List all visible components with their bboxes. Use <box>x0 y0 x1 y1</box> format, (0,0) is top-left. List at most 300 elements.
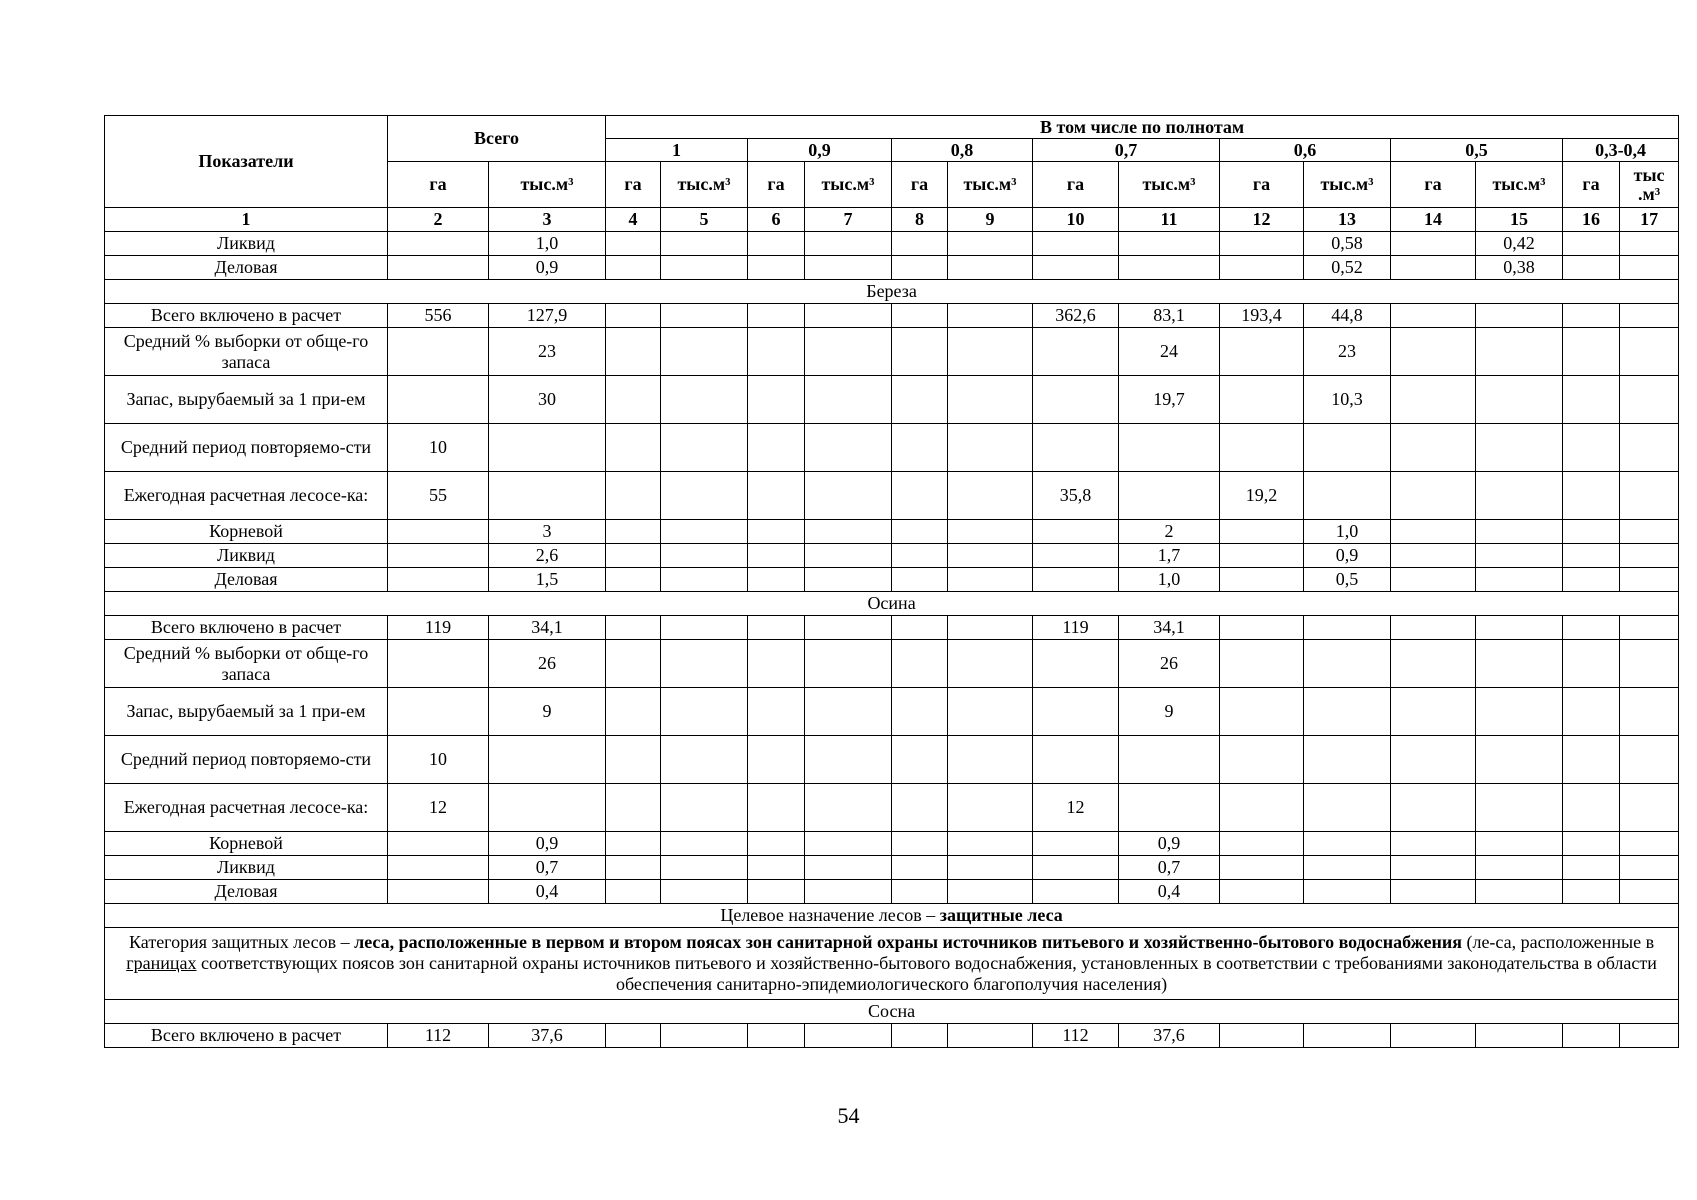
table-cell: 0,5 <box>1304 568 1391 592</box>
table-cell <box>661 688 748 736</box>
table-cell <box>1304 640 1391 688</box>
table-cell <box>606 880 661 904</box>
table-cell <box>606 568 661 592</box>
table-cell <box>1476 424 1563 472</box>
table-cell <box>1476 784 1563 832</box>
table-cell <box>489 784 606 832</box>
table-cell <box>892 232 948 256</box>
table-cell <box>661 856 748 880</box>
table-cell <box>1119 736 1220 784</box>
forest-table <box>104 115 1679 1048</box>
table-cell: 10 <box>388 424 489 472</box>
table-cell <box>1391 328 1476 376</box>
table-cell <box>661 784 748 832</box>
table-cell <box>661 424 748 472</box>
row-label: Средний период повторяемо-сти <box>105 736 388 784</box>
section-row <box>105 904 1679 928</box>
column-number: 2 <box>388 208 489 232</box>
table-cell <box>1563 1024 1620 1048</box>
table-cell: 10,3 <box>1304 376 1391 424</box>
table-row <box>105 856 1679 880</box>
table-cell <box>1620 688 1679 736</box>
table-cell <box>892 736 948 784</box>
table-cell <box>805 544 892 568</box>
species-section-title: Осина <box>105 592 1679 616</box>
table-cell <box>948 880 1033 904</box>
section-row <box>105 928 1679 1000</box>
table-cell <box>948 376 1033 424</box>
table-row <box>105 1024 1679 1048</box>
table-cell <box>948 328 1033 376</box>
table-cell: 37,6 <box>489 1024 606 1048</box>
row-label: Средний % выборки от обще-го запаса <box>105 328 388 376</box>
table-cell <box>489 736 606 784</box>
table-cell <box>661 616 748 640</box>
header-unit-ha: га <box>1563 162 1620 208</box>
table-cell: 83,1 <box>1119 304 1220 328</box>
header-density: 0,9 <box>748 139 892 162</box>
table-cell <box>388 376 489 424</box>
table-cell <box>748 232 805 256</box>
table-cell <box>661 544 748 568</box>
header-density: 0,6 <box>1220 139 1391 162</box>
table-cell <box>892 832 948 856</box>
table-cell: 19,7 <box>1119 376 1220 424</box>
table-cell <box>748 304 805 328</box>
table-cell <box>805 304 892 328</box>
table-cell <box>606 232 661 256</box>
table-cell <box>661 328 748 376</box>
table-cell <box>748 880 805 904</box>
header-unit-ha: га <box>388 162 489 208</box>
table-cell <box>1563 736 1620 784</box>
header-density: 1 <box>606 139 748 162</box>
table-cell <box>1476 616 1563 640</box>
table-cell <box>1220 328 1304 376</box>
table-cell <box>606 832 661 856</box>
table-cell <box>606 304 661 328</box>
table-cell <box>1476 328 1563 376</box>
table-cell <box>1304 784 1391 832</box>
header-unit-ha: га <box>1033 162 1119 208</box>
header-unit-ha: га <box>1220 162 1304 208</box>
table-cell <box>1220 880 1304 904</box>
table-cell <box>1620 232 1679 256</box>
table-cell <box>661 256 748 280</box>
table-cell <box>892 640 948 688</box>
table-cell: 112 <box>1033 1024 1119 1048</box>
table-cell <box>948 544 1033 568</box>
table-cell <box>748 520 805 544</box>
table-cell: 0,4 <box>1119 880 1220 904</box>
table-cell <box>1620 472 1679 520</box>
table-cell <box>1391 688 1476 736</box>
table-cell <box>1220 640 1304 688</box>
table-cell <box>748 688 805 736</box>
table-cell <box>1033 328 1119 376</box>
table-cell <box>948 520 1033 544</box>
header-unit-ha: га <box>1391 162 1476 208</box>
table-cell <box>1391 1024 1476 1048</box>
table-cell <box>948 640 1033 688</box>
table-cell <box>606 328 661 376</box>
header-unit-volume: тыс.м³ <box>1119 162 1220 208</box>
table-cell <box>1391 832 1476 856</box>
table-cell <box>1033 256 1119 280</box>
table-cell <box>1563 544 1620 568</box>
table-cell <box>661 304 748 328</box>
table-cell <box>1620 784 1679 832</box>
text-segment: защитные леса <box>939 905 1063 925</box>
table-cell <box>1220 616 1304 640</box>
table-cell: 112 <box>388 1024 489 1048</box>
column-number: 9 <box>948 208 1033 232</box>
table-cell <box>1620 256 1679 280</box>
column-number: 14 <box>1391 208 1476 232</box>
table-cell <box>1391 544 1476 568</box>
table-cell <box>892 424 948 472</box>
table-cell <box>388 568 489 592</box>
table-cell <box>1563 472 1620 520</box>
table-cell <box>892 544 948 568</box>
table-cell <box>1563 304 1620 328</box>
page-number: 54 <box>837 1103 860 1128</box>
table-cell <box>1220 520 1304 544</box>
table-cell <box>1220 544 1304 568</box>
table-cell <box>1620 568 1679 592</box>
table-row <box>105 616 1679 640</box>
table-cell: 0,38 <box>1476 256 1563 280</box>
table-cell <box>805 520 892 544</box>
column-number: 11 <box>1119 208 1220 232</box>
table-cell <box>606 688 661 736</box>
table-cell <box>805 784 892 832</box>
table-cell <box>388 520 489 544</box>
header-unit-volume: тыс.м³ <box>661 162 748 208</box>
text-segment: границах <box>126 953 197 973</box>
table-cell <box>606 256 661 280</box>
table-cell: 119 <box>388 616 489 640</box>
header-density: 0,3-0,4 <box>1563 139 1679 162</box>
table-cell: 1,0 <box>489 232 606 256</box>
table-cell <box>1304 616 1391 640</box>
table-cell <box>1304 736 1391 784</box>
table-cell <box>1391 232 1476 256</box>
table-cell <box>1563 784 1620 832</box>
table-cell <box>1033 832 1119 856</box>
table-cell <box>1119 424 1220 472</box>
table-cell: 0,52 <box>1304 256 1391 280</box>
table-row <box>105 424 1679 472</box>
table-cell: 34,1 <box>1119 616 1220 640</box>
protective-category-note <box>105 928 1679 1000</box>
table-cell <box>388 328 489 376</box>
text-segment: леса, расположенные в первом и втором поясах зон санитарной охраны источников питьевого и хозяйственно-бытового водоснабжения <box>354 932 1462 952</box>
table-cell <box>1033 640 1119 688</box>
table-cell <box>948 232 1033 256</box>
table-cell: 10 <box>388 736 489 784</box>
table-cell <box>748 856 805 880</box>
table-cell <box>1220 256 1304 280</box>
table-row <box>105 784 1679 832</box>
table-cell <box>661 472 748 520</box>
table-cell <box>948 736 1033 784</box>
table-cell <box>1476 520 1563 544</box>
table-cell <box>1033 856 1119 880</box>
table-cell <box>661 736 748 784</box>
table-cell: 19,2 <box>1220 472 1304 520</box>
row-label: Ежегодная расчетная лесосе-ка: <box>105 472 388 520</box>
row-label: Ежегодная расчетная лесосе-ка: <box>105 784 388 832</box>
table-cell <box>388 832 489 856</box>
table-cell <box>1620 1024 1679 1048</box>
table-cell: 24 <box>1119 328 1220 376</box>
table-cell <box>606 1024 661 1048</box>
table-row <box>105 640 1679 688</box>
table-cell <box>1476 472 1563 520</box>
table-cell <box>748 544 805 568</box>
column-number: 13 <box>1304 208 1391 232</box>
table-row <box>105 232 1679 256</box>
table-cell <box>1563 640 1620 688</box>
table-cell <box>1563 328 1620 376</box>
table-cell <box>1033 568 1119 592</box>
table-cell <box>606 736 661 784</box>
table-cell <box>661 832 748 856</box>
table-cell <box>892 880 948 904</box>
column-number: 4 <box>606 208 661 232</box>
table-cell <box>948 568 1033 592</box>
table-cell <box>1620 640 1679 688</box>
table-cell <box>892 784 948 832</box>
table-cell <box>489 472 606 520</box>
table-cell <box>1476 568 1563 592</box>
table-cell: 12 <box>388 784 489 832</box>
table-cell: 26 <box>1119 640 1220 688</box>
table-cell <box>748 472 805 520</box>
table-cell: 119 <box>1033 616 1119 640</box>
table-cell <box>1304 472 1391 520</box>
column-number: 6 <box>748 208 805 232</box>
table-cell <box>388 544 489 568</box>
table-cell <box>1620 616 1679 640</box>
column-number: 17 <box>1620 208 1679 232</box>
table-cell <box>748 736 805 784</box>
table-cell <box>892 688 948 736</box>
table-cell <box>948 784 1033 832</box>
table-cell <box>805 616 892 640</box>
table-cell <box>606 784 661 832</box>
table-cell <box>1620 544 1679 568</box>
table-cell <box>805 568 892 592</box>
table-cell <box>388 688 489 736</box>
header-unit-volume: тыс .м³ <box>1620 162 1679 208</box>
table-cell <box>1563 688 1620 736</box>
table-cell <box>805 640 892 688</box>
table-cell: 0,9 <box>1304 544 1391 568</box>
table-cell <box>606 424 661 472</box>
table-cell <box>1391 640 1476 688</box>
table-cell <box>948 688 1033 736</box>
table-row <box>105 736 1679 784</box>
table-cell <box>1304 832 1391 856</box>
table-cell: 0,4 <box>489 880 606 904</box>
header-unit-volume: тыс.м³ <box>489 162 606 208</box>
table-cell <box>748 424 805 472</box>
table-cell <box>1476 544 1563 568</box>
table-cell <box>805 472 892 520</box>
table-cell <box>1563 520 1620 544</box>
table-cell <box>661 640 748 688</box>
table-cell <box>892 520 948 544</box>
table-row <box>105 472 1679 520</box>
purpose-section-title <box>105 904 1679 928</box>
table-cell <box>606 520 661 544</box>
table-cell <box>1620 328 1679 376</box>
table-cell <box>892 328 948 376</box>
table-cell <box>1391 472 1476 520</box>
table-cell <box>1304 1024 1391 1048</box>
table-cell <box>948 472 1033 520</box>
row-label: Всего включено в расчет <box>105 1024 388 1048</box>
table-cell <box>1119 472 1220 520</box>
header-unit-volume: тыс.м³ <box>1304 162 1391 208</box>
table-cell <box>1476 856 1563 880</box>
table-cell <box>1476 736 1563 784</box>
table-cell: 556 <box>388 304 489 328</box>
table-cell <box>661 1024 748 1048</box>
header-density: 0,8 <box>892 139 1033 162</box>
table-cell <box>1476 376 1563 424</box>
table-cell <box>1391 784 1476 832</box>
row-label: Корневой <box>105 520 388 544</box>
table-cell <box>892 1024 948 1048</box>
table-cell: 23 <box>489 328 606 376</box>
table-cell: 35,8 <box>1033 472 1119 520</box>
table-cell: 12 <box>1033 784 1119 832</box>
table-cell <box>1620 880 1679 904</box>
table-cell <box>748 832 805 856</box>
table-cell: 0,7 <box>1119 856 1220 880</box>
table-cell <box>1391 736 1476 784</box>
table-row <box>105 832 1679 856</box>
table-cell <box>748 1024 805 1048</box>
row-label: Корневой <box>105 832 388 856</box>
table-cell <box>805 256 892 280</box>
table-cell: 1,0 <box>1304 520 1391 544</box>
table-cell <box>948 424 1033 472</box>
table-cell <box>1476 1024 1563 1048</box>
table-cell: 30 <box>489 376 606 424</box>
column-number: 16 <box>1563 208 1620 232</box>
table-cell <box>661 880 748 904</box>
column-number: 1 <box>105 208 388 232</box>
row-label: Всего включено в расчет <box>105 616 388 640</box>
column-number: 3 <box>489 208 606 232</box>
table-cell <box>1391 424 1476 472</box>
table-cell <box>805 376 892 424</box>
table-cell <box>1304 856 1391 880</box>
table-cell <box>1620 832 1679 856</box>
row-label: Всего включено в расчет <box>105 304 388 328</box>
table-cell <box>1620 736 1679 784</box>
table-cell <box>1476 832 1563 856</box>
table-cell: 0,42 <box>1476 232 1563 256</box>
table-cell <box>661 232 748 256</box>
table-row <box>105 688 1679 736</box>
table-cell <box>1304 688 1391 736</box>
table-cell <box>748 568 805 592</box>
table-row <box>105 520 1679 544</box>
table-cell <box>1304 424 1391 472</box>
table-cell <box>1119 232 1220 256</box>
table-cell <box>1220 232 1304 256</box>
table-cell <box>661 376 748 424</box>
table-cell <box>1620 304 1679 328</box>
row-label: Средний % выборки от обще-го запаса <box>105 640 388 688</box>
table-cell <box>892 472 948 520</box>
table-cell: 2 <box>1119 520 1220 544</box>
row-label: Ликвид <box>105 544 388 568</box>
table-cell <box>606 640 661 688</box>
table-cell <box>661 568 748 592</box>
column-number: 15 <box>1476 208 1563 232</box>
table-cell <box>1033 688 1119 736</box>
table-cell <box>892 256 948 280</box>
table-cell <box>805 832 892 856</box>
table-cell <box>1620 856 1679 880</box>
text-segment: (ле-са, расположенные в <box>1461 932 1655 952</box>
column-number: 10 <box>1033 208 1119 232</box>
table-row <box>105 880 1679 904</box>
table-cell <box>1563 256 1620 280</box>
table-cell <box>1563 832 1620 856</box>
table-cell <box>948 304 1033 328</box>
header-unit-volume: тыс.м³ <box>805 162 892 208</box>
table-cell <box>1620 520 1679 544</box>
table-cell <box>1033 736 1119 784</box>
table-cell <box>1391 256 1476 280</box>
text-segment: соответствующих поясов зон санитарной охраны источников питьевого и хозяйственно-бытового водоснабжения, установленных в соответствии с требованиями законодательства в области обеспечения санитарно-эпидемиологического благополучия населения) <box>196 953 1657 994</box>
species-section-title: Сосна <box>105 1000 1679 1024</box>
table-cell <box>948 256 1033 280</box>
table-cell <box>1220 688 1304 736</box>
table-cell <box>1391 880 1476 904</box>
table-row <box>105 544 1679 568</box>
table-cell <box>948 856 1033 880</box>
table-cell <box>1476 880 1563 904</box>
table-cell <box>1391 856 1476 880</box>
table-cell <box>1033 520 1119 544</box>
table-cell <box>1033 544 1119 568</box>
table-cell <box>1220 1024 1304 1048</box>
table-cell: 55 <box>388 472 489 520</box>
table-cell: 0,9 <box>489 832 606 856</box>
table-cell <box>805 736 892 784</box>
section-row <box>105 280 1679 304</box>
table-cell <box>1220 736 1304 784</box>
table-cell: 2,6 <box>489 544 606 568</box>
table-cell: 9 <box>1119 688 1220 736</box>
row-label: Запас, вырубаемый за 1 при-ем <box>105 376 388 424</box>
table-cell <box>1033 424 1119 472</box>
table-cell <box>1220 856 1304 880</box>
text-segment: Категория защитных лесов – <box>129 932 355 952</box>
table-row <box>105 328 1679 376</box>
table-cell <box>892 304 948 328</box>
table-cell <box>805 328 892 376</box>
table-cell: 0,9 <box>1119 832 1220 856</box>
